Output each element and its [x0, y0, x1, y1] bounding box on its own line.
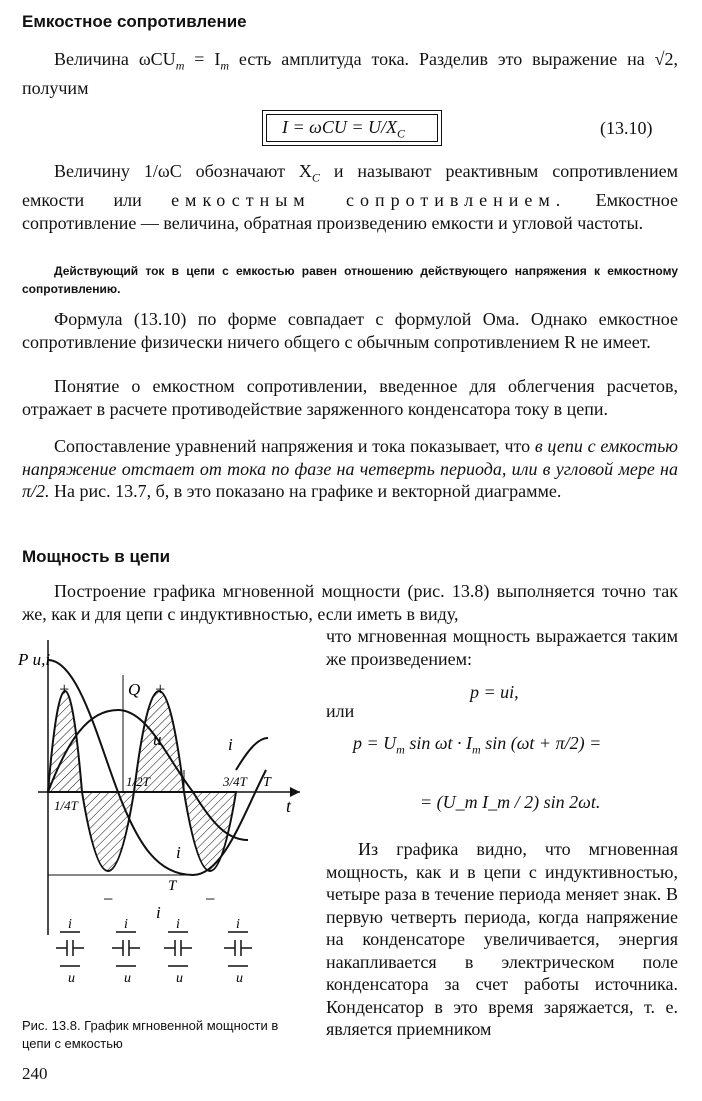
page-number: 240	[22, 1064, 48, 1083]
minus-sign-2: −	[204, 889, 217, 909]
plus-sign-1: +	[58, 679, 71, 699]
power-paragraph-1: Построение графика мгновенной мощности (рис. 13.8) выполняется точно так же, как и для цепи с индуктивностью, если иметь в виду,	[22, 581, 678, 624]
label-T-axis: T	[263, 775, 271, 790]
tick-three-quarter: 3/4T	[223, 774, 247, 789]
power-paragraph-1-cont: что мгновенная мощность выражается таким же произведением:	[326, 626, 678, 669]
power-paragraph-2: Из графика видно, что мгновенная мощность, как и в цепи с индуктивностью, четыре раза в течение периода меняет знак. В первую четверть периода, когда напряжение на конденсаторе увеличивается, энергия накапливается в электрическом поле конденсатора за счет работы источника. Конденсатор в это время заряжается, т. е. является приемником	[326, 839, 678, 1039]
cap-u-3: u	[176, 971, 183, 986]
paragraph-5: Сопоставление уравнений напряжения и тока показывает, что в цепи с емкостью напряжение отстает от тока по фазе на четверть периода, или в угловой мере на π/2. На рис. 13.7, б, в это показано на графике и векторной диаграмме.	[22, 436, 678, 501]
section-heading-power: Мощность в цепи	[22, 547, 171, 566]
cap-u-4: u	[236, 971, 243, 986]
cap-u-1: u	[68, 971, 75, 986]
label-t-axis: t	[286, 796, 292, 816]
formula-number: (13.10)	[600, 118, 653, 138]
cap-i-2: i	[124, 917, 128, 932]
minus-sign-1: −	[102, 889, 115, 909]
tick-quarter: 1/4T	[54, 798, 78, 813]
cap-i-3: i	[176, 917, 180, 932]
formula-13-10: $I = \omega CU = U/X_C$	[282, 117, 406, 141]
equation-p-final: = (U_m I_m / 2) sin 2ωt.	[420, 792, 601, 812]
section-heading-capacitive: Емкостное сопротивление	[22, 12, 247, 31]
paragraph-2: Величину 1/ωC обозначают $X_C$ и называют реактивным сопротивлением емкости или емкостным сопротивлением. Емкостное сопротивление — величина, обратная произведению емкости и угловой частоты.	[22, 161, 678, 233]
label-i-bottom: i	[156, 903, 161, 922]
equation-p-expanded: $p = U_m$ $\sin \omega t \cdot I_m$ sin (ωt + π/2) =	[353, 733, 602, 757]
rule-statement: Действующий ток в цепи с емкостью равен отношению действующего напряжения к емкостному сопротивлению.	[22, 264, 678, 296]
label-i-mid: i	[176, 843, 181, 862]
or-word: или	[326, 701, 355, 721]
label-T-period: T	[168, 878, 177, 894]
power-lobe-negative-2	[184, 792, 236, 871]
figure-caption: Рис. 13.8. График мгновенной мощности в цепи с емкостью	[22, 1018, 279, 1051]
tick-half: 1/2T	[126, 774, 150, 789]
label-q: Q	[128, 680, 141, 699]
paragraph-1: Величина $\omega CU_m = I_m$ есть амплитуда тока. Разделив это выражение на √2, получим	[22, 49, 678, 99]
paragraph-3: Формула (13.10) по форме совпадает с формулой Ома. Однако емкостное сопротивление физически ничего общего с обычным сопротивлением R не имеет.	[22, 309, 678, 352]
current-tail	[236, 738, 268, 770]
paragraph-4: Понятие о емкостном сопротивлении, введенное для облегчения расчетов, отражает в расчете противодействие заряженного конденсатора току в цепи.	[22, 376, 678, 419]
power-lobe-negative-1	[82, 792, 134, 871]
cap-i-1: i	[68, 917, 72, 932]
plus-sign-2: +	[154, 679, 167, 699]
equation-p-ui: p = ui,	[470, 682, 519, 702]
capacitor-diagrams	[56, 932, 252, 966]
label-i-top: i	[228, 735, 233, 754]
cap-i-4: i	[236, 917, 240, 932]
cap-u-2: u	[124, 971, 131, 986]
y-axis-label: Р u,i	[18, 650, 51, 669]
label-u: u	[153, 730, 162, 749]
x-axis-arrow	[290, 787, 300, 797]
figure-13-8	[18, 620, 310, 1012]
